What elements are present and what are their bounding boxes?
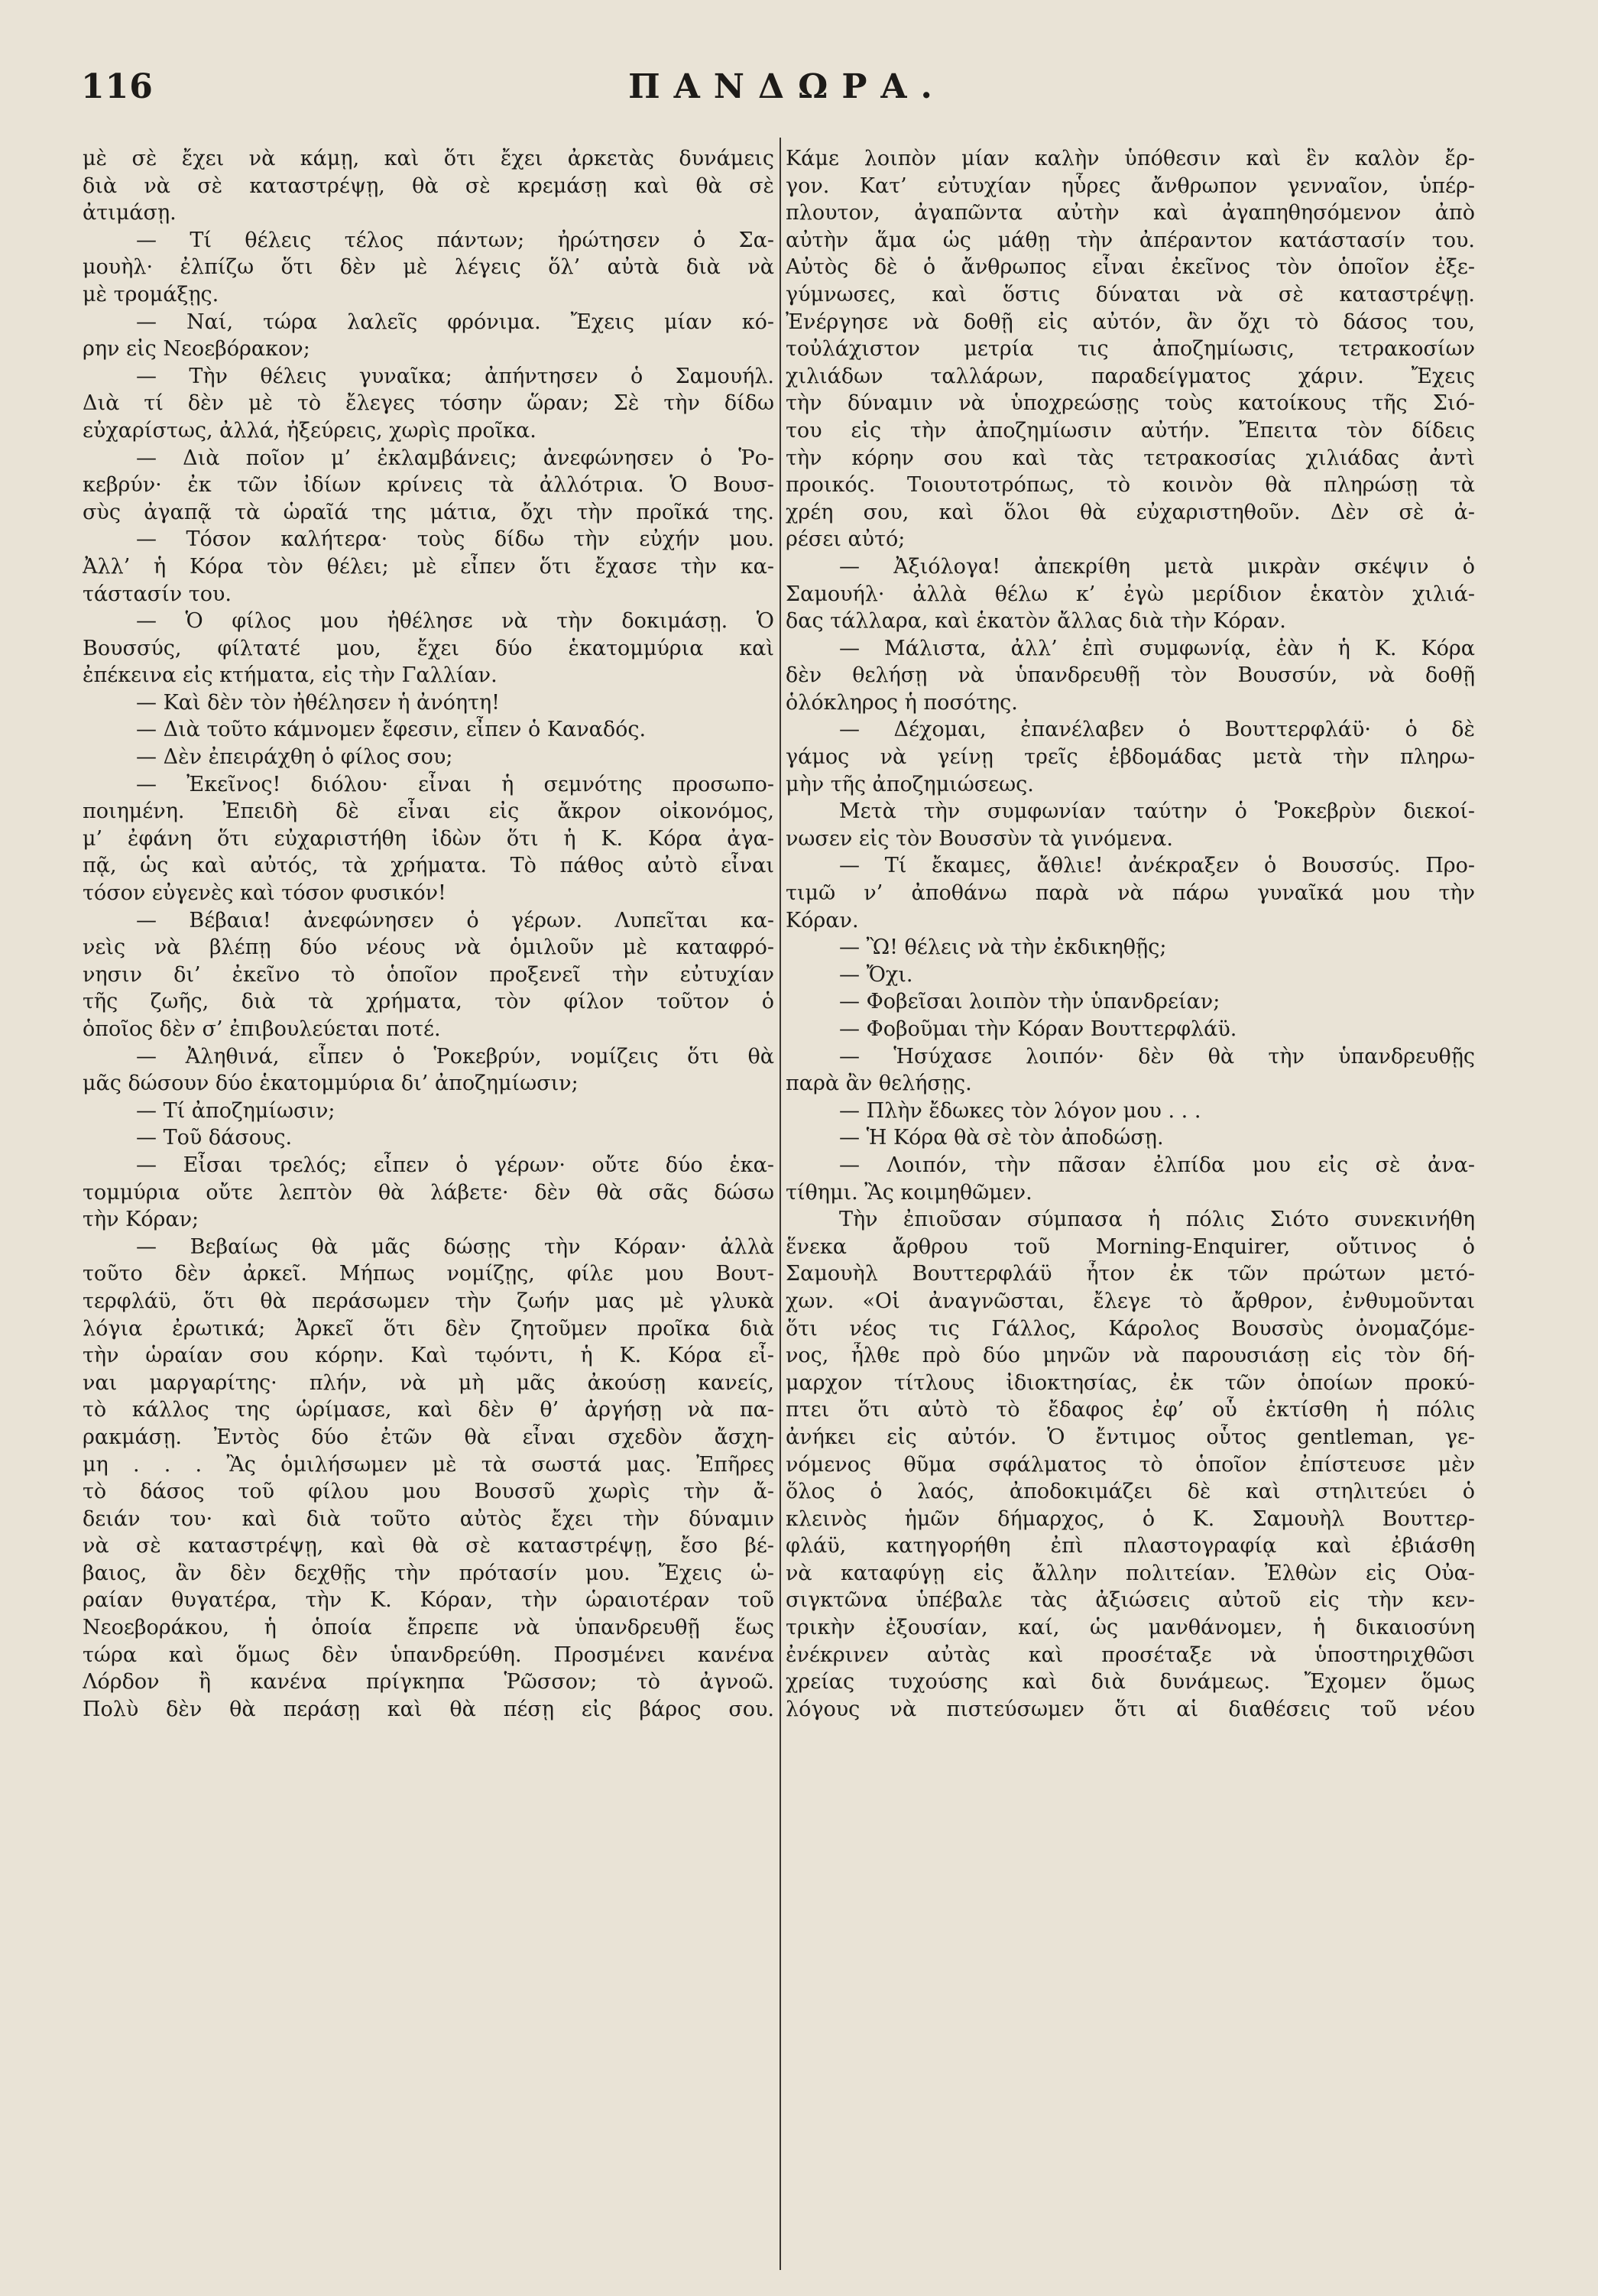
text-line: τοὐλάχιστον μετρία τις ἀποζημίωσις, τετρακοσίων bbox=[786, 337, 1475, 362]
text-line: — Τοῦ δάσους. bbox=[136, 1126, 293, 1150]
text-line: τόσον εὐγενὲς καὶ τόσον φυσικόν! bbox=[83, 881, 446, 906]
text-line: — Ναί, τώρα λαλεῖς φρόνιμα. Ἔχεις μίαν κό- bbox=[136, 310, 774, 334]
text-line: — Ἀξιόλογα! ἀπεκρίθη μετὰ μικρὰν σκέψιν ὁ bbox=[839, 554, 1475, 579]
right-text-column bbox=[786, 145, 1475, 1723]
text-line: νόμενος θῦμα σφάλματος τὸ ὁποῖον ἐπίστευσε μὲν bbox=[786, 1452, 1475, 1477]
text-line: ἕνεκα ἄρθρου τοῦ Morning-Enquirer, οὔτινος ὁ bbox=[786, 1234, 1475, 1259]
text-line: διὰ νὰ σὲ καταστρέψῃ, θὰ σὲ κρεμάσῃ καὶ θὰ σὲ bbox=[83, 173, 774, 198]
text-line: — Διὰ τοῦτο κάμνομεν ἔφεσιν, εἶπεν ὁ Καναδός. bbox=[136, 718, 647, 742]
text-line: τιμῶ ν’ ἀποθάνω παρὰ νὰ πάρω γυναῖκά μου τὴν bbox=[786, 881, 1475, 906]
text-line: — Φοβεῖσαι λοιπὸν τὴν ὑπανδρείαν; bbox=[839, 990, 1220, 1014]
text-line: Νεοεβοράκου, ἡ ὁποία ἔπρεπε νὰ ὑπανδρευθῇ ἕως bbox=[83, 1616, 774, 1640]
text-line: πᾷ, ὡς καὶ αὐτός, τὰ χρήματα. Τὸ πάθος αὐτὸ εἶναι bbox=[83, 854, 774, 878]
text-line: σὺς ἀγαπᾷ τὰ ὡραῖά της μάτια, ὄχι τὴν προῖκά της. bbox=[83, 500, 774, 524]
text-line: — Βέβαια! ἀνεφώνησεν ὁ γέρων. Λυπεῖται κα- bbox=[136, 908, 774, 932]
running-title: ΠΑΝΔΩΡΑ. bbox=[628, 67, 946, 106]
text-line: πλουτον, ἀγαπῶντα αὐτὴν καὶ ἀγαπηθησόμενον ἀπὸ bbox=[786, 201, 1475, 225]
text-line: — Δὲν ἐπειράχθη ὁ φίλος σου; bbox=[136, 745, 453, 770]
text-line: — Ἀληθινά, εἶπεν ὁ Ῥοκεβρύν, νομίζεις ὅτι θὰ bbox=[136, 1044, 774, 1069]
text-line: γάμος νὰ γείνῃ τρεῖς ἑβδομάδας μετὰ τὴν πληρω- bbox=[786, 745, 1475, 770]
text-line: — Τί ἀποζημίωσιν; bbox=[136, 1098, 335, 1123]
text-line: ὅλος ὁ λαός, ἀποδοκιμάζει δὲ καὶ στηλιτεύει ὁ bbox=[786, 1480, 1475, 1504]
text-line: νωσεν εἰς τὸν Βουσσὺν τὰ γινόμενα. bbox=[786, 826, 1174, 851]
text-line: γύμνωσες, καὶ ὅστις δύναται νὰ σὲ καταστρέψῃ. bbox=[786, 282, 1475, 306]
text-line: ποιημένη. Ἐπειδὴ δὲ εἶναι εἰς ἄκρον οἰκονόμος, bbox=[83, 799, 774, 824]
text-line: χρέη σου, καὶ ὅλοι θὰ εὐχαριστηθοῦν. Δὲν σὲ ἀ- bbox=[786, 500, 1475, 524]
text-line: — Βεβαίως θὰ μᾶς δώσῃς τὴν Κόραν· ἀλλὰ bbox=[136, 1234, 774, 1259]
text-line: — Ἐκεῖνος! διόλου· εἶναι ἡ σεμνότης προσωπο- bbox=[136, 772, 774, 796]
text-line: ὁλόκληρος ἡ ποσότης. bbox=[786, 690, 1018, 715]
text-line: νὰ καταφύγῃ εἰς ἄλλην πολιτείαν. Ἐλθὼν εἰς Οὐα- bbox=[786, 1561, 1475, 1585]
text-line: τίθημι. Ἂς κοιμηθῶμεν. bbox=[786, 1180, 1032, 1205]
text-line: φλάϋ, κατηγορήθη ἐπὶ πλαστογραφίᾳ καὶ ἐβιάσθη bbox=[786, 1534, 1475, 1558]
text-line: μ’ ἐφάνη ὅτι εὐχαριστήθη ἰδὼν ὅτι ἡ Κ. Κόρα ἀγα- bbox=[83, 826, 774, 851]
text-line: παρὰ ἂν θελήσῃς. bbox=[786, 1072, 972, 1096]
text-line: ναι μαργαρίτης· πλήν, νὰ μὴ μᾶς ἀκούσῃ κανείς, bbox=[83, 1370, 774, 1395]
text-line: νος, ἦλθε πρὸ δύο μηνῶν νὰ παρουσιάσῃ εἰς τὸν δή- bbox=[786, 1344, 1475, 1368]
text-line: — Πλὴν ἔδωκες τὸν λόγον μου . . . bbox=[839, 1098, 1201, 1123]
text-line: — Ὄχι. bbox=[839, 962, 913, 987]
text-line: πτει ὅτι αὐτὸ τὸ ἔδαφος ἐφ’ οὗ ἐκτίσθη ἡ πόλις bbox=[786, 1398, 1475, 1422]
text-line: τὴν δύναμιν νὰ ὑποχρεώσῃς τοὺς κατοίκους τῆς Σιό- bbox=[786, 391, 1475, 416]
text-line: — Διὰ ποῖον μ’ ἐκλαμβάνεις; ἀνεφώνησεν ὁ Ῥο- bbox=[136, 446, 774, 470]
text-line: — Μάλιστα, ἀλλ’ ἐπὶ συμφωνίᾳ, ἐὰν ἡ Κ. Κόρα bbox=[839, 636, 1475, 660]
text-line: τὴν Κόραν; bbox=[83, 1208, 199, 1232]
text-line: σιγκτῶνα ὑπέβαλε τὰς ἀξιώσεις αὐτοῦ εἰς τὴν κεν- bbox=[786, 1588, 1475, 1613]
page-number: 116 bbox=[81, 67, 154, 106]
text-line: νησιν δι’ ἐκεῖνο τὸ ὁποῖον προξενεῖ τὴν εὐτυχίαν bbox=[83, 962, 774, 987]
text-line: — Καὶ δὲν τὸν ἠθέλησεν ἡ ἀνόητη! bbox=[136, 690, 501, 715]
text-line: μουὴλ· ἐλπίζω ὅτι δὲν μὲ λέγεις ὅλ’ αὐτὰ διὰ νὰ bbox=[83, 255, 774, 280]
text-line: ὁποῖος δὲν σ’ ἐπιβουλεύεται ποτέ. bbox=[83, 1017, 441, 1041]
text-line: νὰ σὲ καταστρέψῃ, καὶ θὰ σὲ καταστρέψῃ, ἔσο βέ- bbox=[83, 1534, 774, 1558]
text-line: δὲν θελήσῃ νὰ ὑπανδρευθῇ τὸν Βουσσύν, νὰ δοθῇ bbox=[786, 663, 1475, 688]
text-line: — Φοβοῦμαι τὴν Κόραν Βουττερφλάϋ. bbox=[839, 1017, 1237, 1041]
text-line: Σαμουήλ· ἀλλὰ θέλω κ’ ἐγὼ μερίδιον ἑκατὸν χιλιά- bbox=[786, 582, 1475, 606]
text-line: δας τάλλαρα, καὶ ἑκατὸν ἄλλας διὰ τὴν Κόραν. bbox=[786, 609, 1286, 634]
text-line: — Λοιπόν, τὴν πᾶσαν ἐλπίδα μου εἰς σὲ ἀνα- bbox=[839, 1153, 1475, 1177]
text-line: ἀτιμάσῃ. bbox=[83, 201, 177, 225]
text-line: τὸ κάλλος της ὡρίμασε, καὶ δὲν θ’ ἀργήσῃ νὰ πα- bbox=[83, 1398, 774, 1422]
text-line: — Τί ἔκαμες, ἄθλιε! ἀνέκραξεν ὁ Βουσσύς. Προ- bbox=[839, 854, 1475, 878]
text-line: τώρα καὶ ὅμως δὲν ὑπανδρεύθη. Προσμένει κανένα bbox=[83, 1643, 774, 1667]
text-line: Βουσσύς, φίλτατέ μου, ἔχει δύο ἑκατομμύρια καὶ bbox=[83, 636, 774, 660]
text-line: μη . . . Ἂς ὁμιλήσωμεν μὲ τὰ σωστά μας. Ἐπῆρες bbox=[83, 1452, 774, 1477]
text-line: — Τί θέλεις τέλος πάντων; ἠρώτησεν ὁ Σα- bbox=[136, 228, 774, 252]
text-line: — Ἡσύχασε λοιπόν· δὲν θὰ τὴν ὑπανδρευθῇς bbox=[839, 1044, 1475, 1069]
page-header bbox=[76, 67, 1498, 128]
text-line: Αὐτὸς δὲ ὁ ἄνθρωπος εἶναι ἐκεῖνος τὸν ὁποῖον ἐξε- bbox=[786, 255, 1475, 280]
text-line: ραίαν θυγατέρα, τὴν Κ. Κόραν, τὴν ὡραιοτέραν τοῦ bbox=[83, 1588, 774, 1613]
text-line: χιλιάδων ταλλάρων, παραδείγματος χάριν. Ἔχεις bbox=[786, 364, 1475, 388]
text-line: τῆς ζωῆς, διὰ τὰ χρήματα, τὸν φίλον τοῦτον ὁ bbox=[83, 990, 774, 1014]
text-line: Ἐνέργησε νὰ δοθῇ εἰς αὐτόν, ἂν ὄχι τὸ δάσος του, bbox=[786, 310, 1475, 334]
text-line: Μετὰ τὴν συμφωνίαν ταύτην ὁ Ῥοκεβρὺν διεκοί- bbox=[839, 799, 1475, 824]
text-line: Κάμε λοιπὸν μίαν καλὴν ὑπόθεσιν καὶ ἓν καλὸν ἔρ- bbox=[786, 147, 1475, 170]
text-line: κεβρύν· ἐκ τῶν ἰδίων κρίνεις τὰ ἀλλότρια. Ὁ Βουσ- bbox=[83, 473, 774, 498]
text-line: — Τὴν θέλεις γυναῖκα; ἀπήντησεν ὁ Σαμουήλ. bbox=[136, 364, 774, 388]
text-line: Τὴν ἐπιοῦσαν σύμπασα ἡ πόλις Σιότο συνεκινήθη bbox=[839, 1208, 1475, 1232]
text-line: τὸ δάσος τοῦ φίλου μου Βουσσῦ χωρὶς τὴν ἄ- bbox=[83, 1480, 774, 1504]
text-line: ὅτι νέος τις Γάλλος, Κάρολος Βουσσὺς ὀνομαζόμε- bbox=[786, 1316, 1475, 1341]
text-line: μὲ σὲ ἔχει νὰ κάμῃ, καὶ ὅτι ἔχει ἀρκετὰς δυνάμεις bbox=[83, 147, 774, 170]
text-line: τοῦτο δὲν ἀρκεῖ. Μήπως νομίζῃς, φίλε μου Βουτ- bbox=[83, 1262, 774, 1286]
text-line: ρέσει αὐτό; bbox=[786, 527, 906, 552]
text-line: τὴν κόρην σου καὶ τὰς τετρακοσίας χιλιάδας ἀντὶ bbox=[786, 446, 1475, 470]
text-line: τὴν ὡραίαν σου κόρην. Καὶ τῳόντι, ἡ Κ. Κόρα εἶ- bbox=[83, 1344, 774, 1368]
text-line: τάστασίν του. bbox=[83, 582, 232, 606]
text-line: — Εἶσαι τρελός; εἶπεν ὁ γέρων· οὔτε δύο ἑκα- bbox=[136, 1153, 774, 1177]
text-line: γον. Κατ’ εὐτυχίαν ηὗρες ἄνθρωπον γενναῖον, ὑπέρ- bbox=[786, 173, 1475, 198]
text-line: Λόρδον ἢ κανένα πρίγκηπα Ῥῶσσον; τὸ ἀγνοῶ. bbox=[83, 1670, 774, 1694]
text-line: προικός. Τοιουτοτρόπως, τὸ κοινὸν θὰ πληρώσῃ τὰ bbox=[786, 473, 1475, 498]
text-line: τομμύρια οὔτε λεπτὸν θὰ λάβετε· δὲν θὰ σᾶς δώσω bbox=[83, 1180, 774, 1205]
left-text-column bbox=[83, 145, 774, 1723]
text-line: δειάν του· καὶ διὰ τοῦτο αὐτὸς ἔχει τὴν δύναμιν bbox=[83, 1506, 774, 1531]
text-line: Διὰ τί δὲν μὲ τὸ ἔλεγες τόσην ὥραν; Σὲ τὴν δίδω bbox=[83, 391, 774, 416]
text-line: κλεινὸς ἡμῶν δήμαρχος, ὁ Κ. Σαμουὴλ Βουττερ- bbox=[786, 1506, 1475, 1531]
text-line: — Ὁ φίλος μου ἠθέλησε νὰ τὴν δοκιμάσῃ. Ὁ bbox=[136, 609, 774, 634]
text-line: Σαμουὴλ Βουττερφλάϋ ἦτον ἐκ τῶν πρώτων μετό- bbox=[786, 1262, 1475, 1286]
text-line: ἐπέκεινα εἰς κτήματα, εἰς τὴν Γαλλίαν. bbox=[83, 663, 498, 688]
text-line: βαιος, ἂν δὲν δεχθῇς τὴν πρότασίν μου. Ἔχεις ὡ- bbox=[83, 1561, 774, 1585]
text-line: ἀνήκει εἰς αὐτόν. Ὁ ἔντιμος οὗτος gentleman, γε- bbox=[786, 1425, 1475, 1449]
text-line: — Τόσον καλήτερα· τοὺς δίδω τὴν εὐχήν μου. bbox=[136, 527, 774, 552]
text-line: — Ἡ Κόρα θὰ σὲ τὸν ἀποδώσῃ. bbox=[839, 1126, 1164, 1150]
text-line: — Δέχομαι, ἐπανέλαβεν ὁ Βουττερφλάϋ· ὁ δὲ bbox=[839, 718, 1475, 742]
text-line: λόγους νὰ πιστεύσωμεν ὅτι αἱ διαθέσεις τοῦ νέου bbox=[786, 1697, 1475, 1721]
text-line: ρακμάσῃ. Ἐντὸς δύο ἐτῶν θὰ εἶναι σχεδὸν ἄσχη- bbox=[83, 1425, 774, 1449]
text-line: — Ὢ! θέλεις νὰ τὴν ἐκδικηθῇς; bbox=[839, 936, 1167, 960]
text-line: Κόραν. bbox=[786, 908, 859, 932]
text-line: μὴν τῆς ἀποζημιώσεως. bbox=[786, 772, 1034, 796]
text-line: ρην εἰς Νεοεβόρακον; bbox=[83, 337, 310, 362]
text-line: μαρχον τίτλους ἰδιοκτησίας, ἐκ τῶν ὁποίων προκύ- bbox=[786, 1370, 1475, 1395]
text-line: τερφλάϋ, ὅτι θὰ περάσωμεν τὴν ζωήν μας μὲ γλυκὰ bbox=[83, 1289, 774, 1313]
text-line: νεὶς νὰ βλέπῃ δύο νέους νὰ ὁμιλοῦν μὲ καταφρό- bbox=[83, 936, 774, 960]
column-divider bbox=[780, 138, 781, 2270]
text-line: χων. «Οἱ ἀναγνῶσται, ἔλεγε τὸ ἄρθρον, ἐνθυμοῦνται bbox=[786, 1289, 1475, 1313]
text-line: τρικὴν ἐξουσίαν, καί, ὡς μανθάνομεν, ἡ δικαιοσύνη bbox=[786, 1616, 1475, 1640]
text-line: μὲ τρομάξῃς. bbox=[83, 282, 219, 306]
text-line: λόγια ἐρωτικά; Ἀρκεῖ ὅτι δὲν ζητοῦμεν προῖκα διὰ bbox=[83, 1316, 774, 1341]
text-line: Πολὺ δὲν θὰ περάσῃ καὶ θὰ πέσῃ εἰς βάρος σου. bbox=[83, 1697, 774, 1721]
text-line: του εἰς τὴν ἀποζημίωσιν αὐτήν. Ἔπειτα τὸν δίδεις bbox=[786, 418, 1475, 443]
text-line: Ἀλλ’ ἡ Κόρα τὸν θέλει; μὲ εἶπεν ὅτι ἔχασε τὴν κα- bbox=[83, 554, 774, 579]
text-line: ἐνέκρινεν αὐτὰς καὶ προσέταξε νὰ ὑποστηριχθῶσι bbox=[786, 1643, 1475, 1667]
text-line: χρείας τυχούσης καὶ διὰ δυνάμεως. Ἔχομεν ὅμως bbox=[786, 1670, 1475, 1694]
text-line: αὐτὴν ἅμα ὡς μάθῃ τὴν ἀπέραντον κατάστασίν του. bbox=[786, 228, 1475, 252]
text-line: μᾶς δώσουν δύο ἑκατομμύρια δι’ ἀποζημίωσιν; bbox=[83, 1072, 579, 1096]
text-line: εὐχαρίστως, ἀλλά, ἠξεύρεις, χωρὶς προῖκα. bbox=[83, 418, 536, 443]
